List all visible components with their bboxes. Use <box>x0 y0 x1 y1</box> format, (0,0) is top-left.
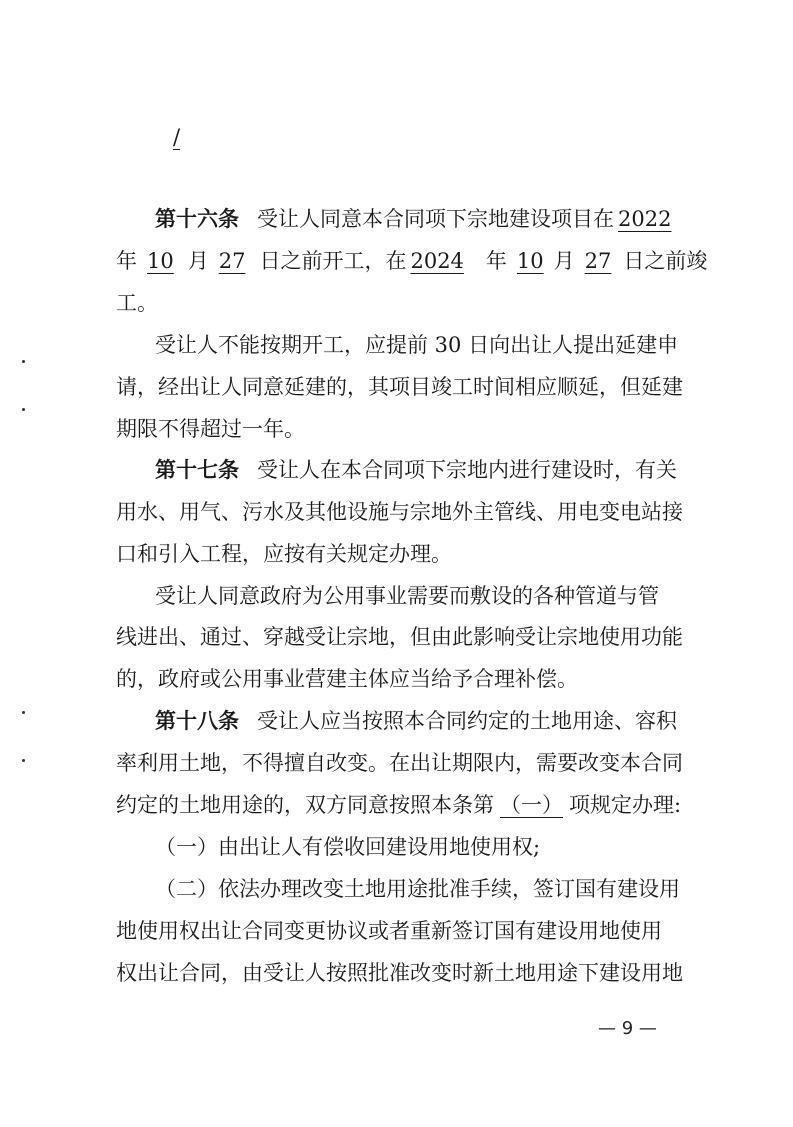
margin-mark <box>22 759 25 762</box>
option-1: （一）由出让人有偿收回建设用地使用权; <box>155 835 541 859</box>
article16-heading: 第十六条 <box>155 207 239 231</box>
start-day: 27 <box>218 249 246 273</box>
article16-line1: 第十六条 受让人同意本合同项下宗地建设项目在 2022 <box>155 204 675 234</box>
start-month: 10 <box>147 249 174 273</box>
margin-mark <box>22 408 25 411</box>
start-year: 2022 <box>618 207 672 231</box>
article17-line2: 用水、用气、污水及其他设施与宗地外主管线、用电变电站接 <box>116 500 683 524</box>
end-month: 10 <box>516 249 544 273</box>
margin-mark <box>22 711 25 714</box>
chosen-option: （一） <box>500 793 563 817</box>
article17-para2-line1: 受让人同意政府为公用事业需要而敷设的各种管道与管 <box>155 584 659 608</box>
article16-para2-line2: 请，经出让人同意延建的，其项目竣工时间相应顺延，但延建 <box>116 375 683 399</box>
article16-line3: 工。 <box>116 291 158 315</box>
article17-para2-line3: 的，政府或公用事业营建主体应当给予合理补偿。 <box>116 667 578 691</box>
article16-para2-line1: 受让人不能按期开工，应提前 30 日向出让人提出延建申 <box>155 333 679 357</box>
page-number: — 9 — <box>598 1018 657 1039</box>
article17-line3: 口和引入工程，应按有关规定办理。 <box>116 542 452 566</box>
article16-para2-line3: 期限不得超过一年。 <box>116 417 305 441</box>
margin-mark <box>22 360 25 363</box>
option-2-line2: 地使用权出让合同变更协议或者重新签订国有建设用地使用 <box>116 919 662 943</box>
article16-line2: 年 10 月 27 日之前开工，在 2024 年 10 月 27 日之前竣 <box>116 249 708 273</box>
article17-para2-line2: 线进出、通过、穿越受让宗地，但由此影响受让宗地使用功能 <box>116 625 683 649</box>
article18-heading: 第十八条 <box>155 709 239 733</box>
article18-line3: 约定的土地用途的，双方同意按照本条第 （一） 项规定办理: <box>116 793 682 817</box>
end-day: 27 <box>584 249 612 273</box>
article17-line1: 第十七条 受让人在本合同项下宗地内进行建设时，有关 <box>155 458 677 482</box>
article18-line1: 第十八条 受让人应当按照本合同约定的土地用途、容积 <box>155 709 677 733</box>
article18-line2: 率利用土地，不得擅自改变。在出让期限内，需要改变本合同 <box>116 751 683 775</box>
option-2-line3: 权出让合同，由受让人按照批准改变时新土地用途下建设用地 <box>116 961 683 985</box>
end-year: 2024 <box>410 249 464 273</box>
article17-heading: 第十七条 <box>155 458 239 482</box>
option-2-line1: （二）依法办理改变土地用途批准手续，签订国有建设用 <box>155 877 680 901</box>
top-blank-field: / <box>173 125 181 149</box>
